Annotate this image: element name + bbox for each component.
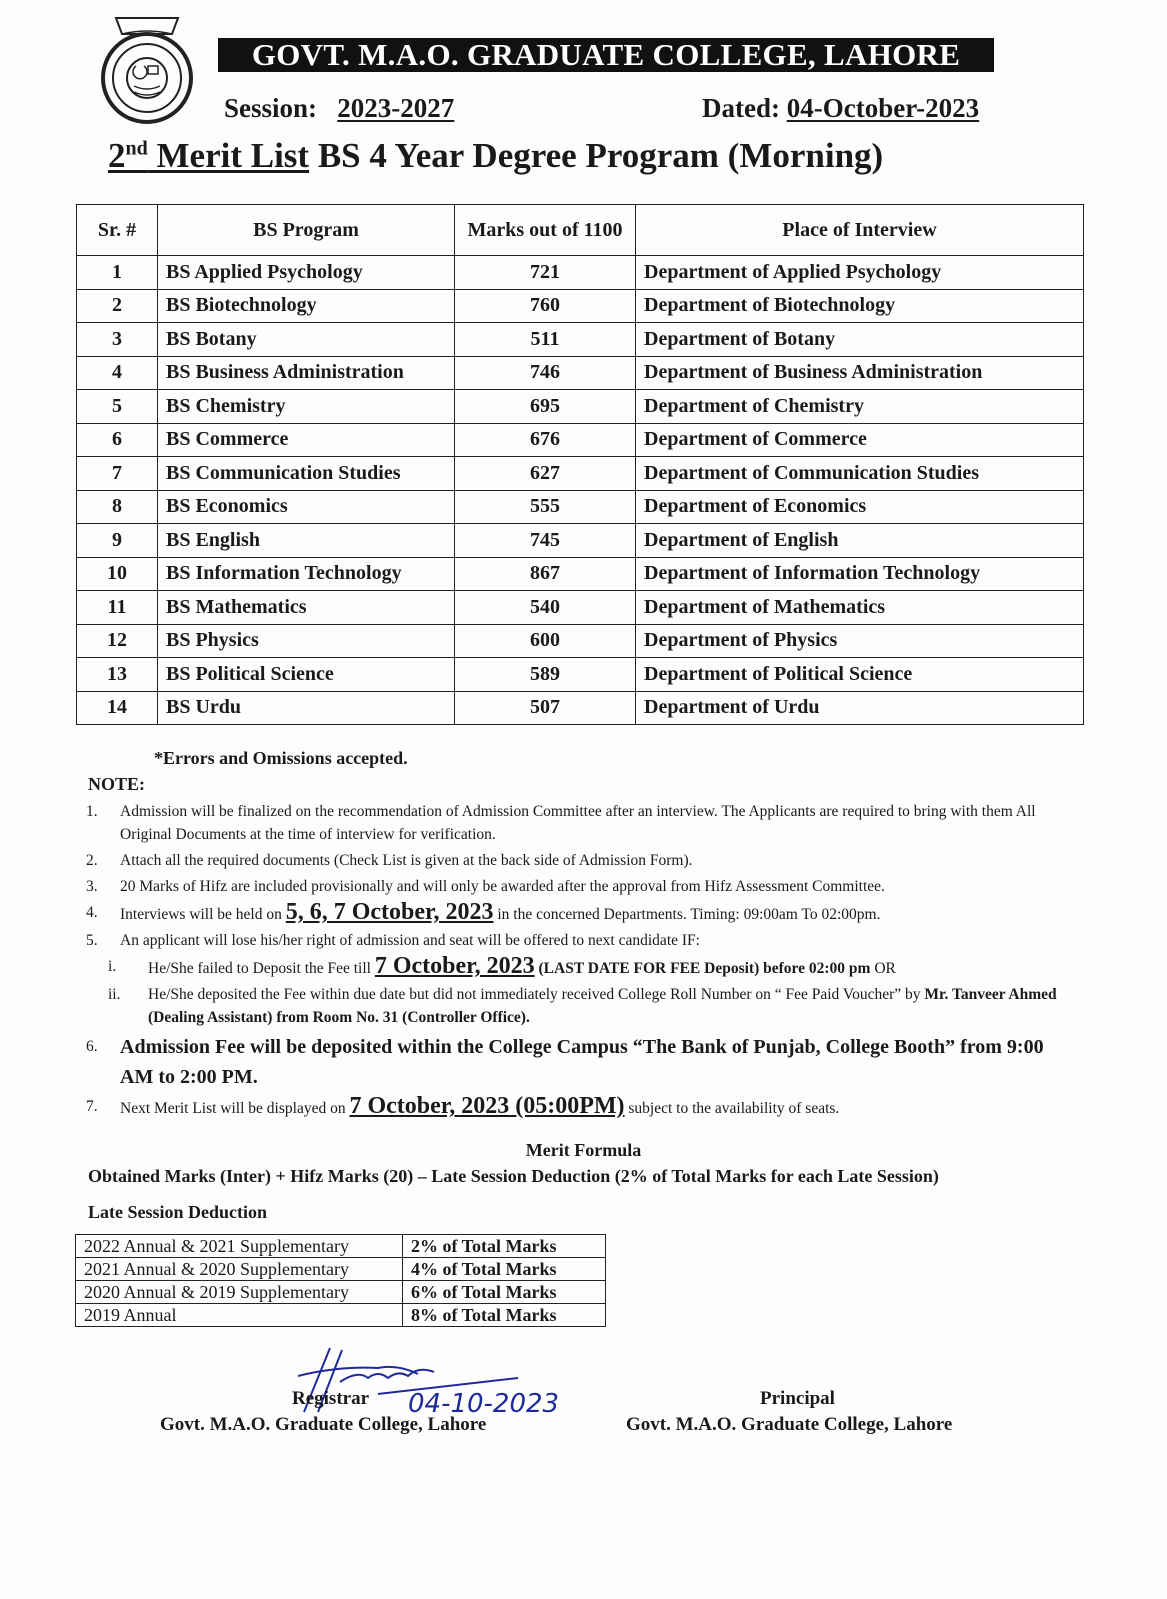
merit-formula-title: Merit Formula [525,1140,642,1160]
principal-title: Principal [760,1388,835,1409]
table-row [77,624,1084,658]
cell-session: 2020 Annual & 2019 Supplementary [76,1281,403,1304]
cell-place: Department of Chemistry [636,390,1084,424]
cell-sr: 14 [77,691,158,725]
table-header-row [77,205,1084,256]
table-row [77,289,1084,323]
cell-program: BS Business Administration [158,356,455,390]
table-row [77,356,1084,390]
heading-ordinal-suffix: nd [125,137,148,160]
note-5-ii: ii. He/She deposited the Fee within due date but did not immediately received College Roll Number on “ Fee Paid Voucher” by Mr. Tanveer Ahmed (Dealing Assistant) from Room No. 31 (Controller Office). [108,986,1057,1026]
cell-deduction: 4% of Total Marks [403,1258,606,1281]
registrar-college: Govt. M.A.O. Graduate College, Lahore [160,1414,487,1435]
cell-place: Department of Information Technology [636,557,1084,591]
cell-place: Department of Commerce [636,423,1084,457]
signature-date: 04-10-2023 [408,1389,560,1416]
cell-marks: 746 [455,356,636,390]
cell-sr: 5 [77,390,158,424]
cell-program: BS Communication Studies [158,457,455,491]
late-session-row [76,1281,606,1304]
table-row [77,658,1084,692]
table-row [77,490,1084,524]
college-name-banner: GOVT. M.A.O. GRADUATE COLLEGE, LAHORE [218,38,994,72]
errors-footnote: *Errors and Omissions accepted. [154,748,408,768]
cell-place: Department of English [636,524,1084,558]
table-row [77,256,1084,290]
table-row [77,457,1084,491]
table-row [77,591,1084,625]
cell-program: BS Biotechnology [158,289,455,323]
heading-ordinal: 2 [108,136,126,175]
cell-place: Department of Economics [636,490,1084,524]
cell-program: BS Information Technology [158,557,455,591]
col-program: BS Program [158,205,455,256]
cell-deduction: 8% of Total Marks [403,1304,606,1327]
cell-sr: 9 [77,524,158,558]
session-value: 2023-2027 [337,93,455,123]
cell-program: BS Physics [158,624,455,658]
interview-dates: 5, 6, 7 October, 2023 [285,899,494,925]
college-crest-icon [98,8,196,126]
cell-sr: 6 [77,423,158,457]
cell-program: BS Commerce [158,423,455,457]
cell-sr: 2 [77,289,158,323]
cell-session: 2021 Annual & 2020 Supplementary [76,1258,403,1281]
cell-place: Department of Applied Psychology [636,256,1084,290]
session-line [224,93,454,124]
cell-sr: 3 [77,323,158,357]
cell-program: BS Political Science [158,658,455,692]
cell-program: BS Mathematics [158,591,455,625]
heading-underlined: Merit List [156,136,310,175]
cell-marks: 511 [455,323,636,357]
cell-sr: 11 [77,591,158,625]
heading-rest: BS 4 Year Degree Program (Morning) [317,136,884,175]
principal-college: Govt. M.A.O. Graduate College, Lahore [626,1414,953,1435]
merit-table [76,204,1084,725]
cell-marks: 507 [455,691,636,725]
table-row [77,323,1084,357]
cell-marks: 867 [455,557,636,591]
cell-marks: 695 [455,390,636,424]
dated-label: Dated: [702,93,780,123]
cell-marks: 627 [455,457,636,491]
notes-title: NOTE: [88,774,146,794]
notes-list [86,800,1076,1123]
col-place: Place of Interview [636,205,1084,256]
cell-program: BS Botany [158,323,455,357]
cell-marks: 760 [455,289,636,323]
cell-program: BS Economics [158,490,455,524]
cell-sr: 10 [77,557,158,591]
cell-sr: 4 [77,356,158,390]
cell-program: BS Applied Psychology [158,256,455,290]
late-session-row [76,1235,606,1258]
cell-marks: 745 [455,524,636,558]
cell-deduction: 2% of Total Marks [403,1235,606,1258]
cell-sr: 12 [77,624,158,658]
cell-sr: 8 [77,490,158,524]
cell-marks: 721 [455,256,636,290]
fee-deadline: 7 October, 2023 [374,953,535,979]
note-2: 2. Attach all the required documents (Check List is given at the back side of Admission Form). [86,852,693,869]
late-session-title: Late Session Deduction [88,1202,268,1222]
cell-sr: 7 [77,457,158,491]
cell-marks: 676 [455,423,636,457]
cell-place: Department of Physics [636,624,1084,658]
session-label: Session: [224,93,318,123]
cell-session: 2019 Annual [76,1304,403,1327]
merit-formula-text: Obtained Marks (Inter) + Hifz Marks (20) – Late Session Deduction (2% of Total Marks for each Late Session) [88,1166,939,1186]
cell-program: BS Urdu [158,691,455,725]
note-5: 5. An applicant will lose his/her right of admission and seat will be offered to next candidate IF: [86,932,700,949]
cell-place: Department of Urdu [636,691,1084,725]
col-sr: Sr. # [77,205,158,256]
next-merit-date: 7 October, 2023 (05:00PM) [349,1093,625,1119]
cell-place: Department of Political Science [636,658,1084,692]
cell-marks: 555 [455,490,636,524]
dated-line [702,93,979,124]
col-marks: Marks out of 1100 [455,205,636,256]
late-session-row [76,1304,606,1327]
note-5-i: i. He/She failed to Deposit the Fee till 7 October, 2023 (LAST DATE FOR FEE Deposit) before 02:00 pm OR [108,953,896,979]
late-session-row [76,1258,606,1281]
cell-place: Department of Mathematics [636,591,1084,625]
cell-place: Department of Biotechnology [636,289,1084,323]
cell-program: BS English [158,524,455,558]
cell-deduction: 6% of Total Marks [403,1281,606,1304]
cell-place: Department of Communication Studies [636,457,1084,491]
cell-session: 2022 Annual & 2021 Supplementary [76,1235,403,1258]
cell-program: BS Chemistry [158,390,455,424]
registrar-title: Registrar [292,1388,370,1409]
table-row [77,390,1084,424]
cell-place: Department of Business Administration [636,356,1084,390]
cell-marks: 589 [455,658,636,692]
note-3: 3. 20 Marks of Hifz are included provisionally and will only be awarded after the approval from Hifz Assessment Committee. [86,878,885,895]
table-row [77,557,1084,591]
note-4: 4. Interviews will be held on 5, 6, 7 October, 2023 in the concerned Departments. Timing: 09:00am To 02:00pm. [86,899,881,925]
cell-marks: 600 [455,624,636,658]
cell-sr: 1 [77,256,158,290]
dated-value: 04-October-2023 [786,93,980,123]
page-title [108,136,883,176]
note-6: 6. Admission Fee will be deposited within the College Campus “The Bank of Punjab, College Booth” from 9:00 AM to 2:00 PM. [86,1036,1044,1088]
cell-marks: 540 [455,591,636,625]
late-session-table [75,1234,606,1327]
table-row [77,524,1084,558]
cell-place: Department of Botany [636,323,1084,357]
table-row [77,691,1084,725]
note-7: 7. Next Merit List will be displayed on 7 October, 2023 (05:00PM) subject to the availability of seats. [86,1093,840,1119]
cell-sr: 13 [77,658,158,692]
table-row [77,423,1084,457]
note-1: 1. Admission will be finalized on the recommendation of Admission Committee after an interview. The Applicants are required to bring with them All Original Documents at the time of interview for verification. [86,803,1036,843]
